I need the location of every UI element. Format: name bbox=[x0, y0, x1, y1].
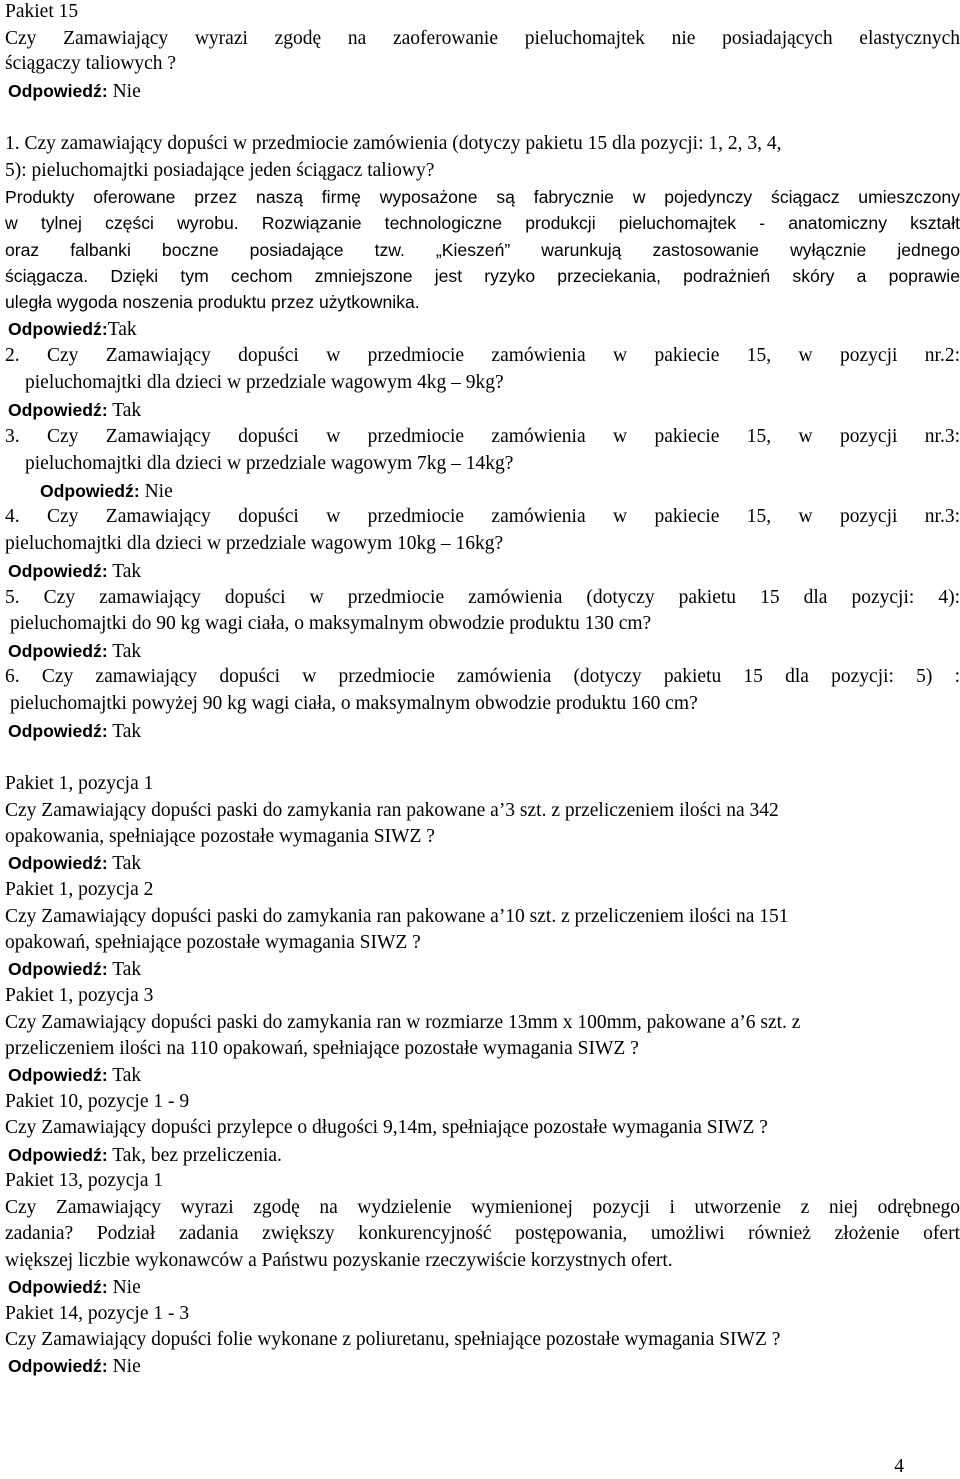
answer-label: Odpowiedź: bbox=[8, 400, 108, 420]
text-line: Pakiet 1, pozycja 2 bbox=[5, 879, 154, 900]
text-line: Produkty oferowane przez naszą firmę wyposażone są fabrycznie w pojedynczy ściągacz umieszczony bbox=[5, 187, 960, 207]
answer-value: Nie bbox=[107, 1356, 141, 1377]
answer-line bbox=[0, 79, 960, 104]
answer-label: Odpowiedź: bbox=[8, 641, 108, 661]
answer-line bbox=[0, 479, 960, 504]
answer-value: Nie bbox=[107, 81, 141, 102]
answer-label: Odpowiedź: bbox=[8, 1145, 108, 1165]
text-line: pieluchomajtki dla dzieci w przedziale wagowym 4kg – 9kg? bbox=[25, 372, 504, 393]
text-line: opakowań, spełniające pozostałe wymagania SIWZ ? bbox=[5, 932, 421, 953]
text-line: Czy Zamawiający wyrazi zgodę na zaoferowanie pieluchomajtek nie posiadających elastycznych bbox=[5, 28, 960, 49]
text-line: Pakiet 13, pozycja 1 bbox=[5, 1170, 164, 1191]
page-number: 4 bbox=[894, 1456, 904, 1477]
text-line: Pakiet 10, pozycje 1 - 9 bbox=[5, 1091, 190, 1112]
answer-value: Tak bbox=[107, 959, 142, 980]
text-line: Pakiet 14, pozycje 1 - 3 bbox=[5, 1303, 190, 1324]
answer-value: Tak bbox=[107, 721, 142, 742]
text-line: 4. Czy Zamawiający dopuści w przedmiocie zamówienia w pakiecie 15, w pozycji nr.3: bbox=[5, 506, 960, 527]
text-line: 6. Czy zamawiający dopuści w przedmiocie zamówienia (dotyczy pakietu 15 dla pozycji: 5) : bbox=[5, 666, 960, 687]
answer-line bbox=[0, 1143, 960, 1168]
answer-value: Tak bbox=[107, 641, 142, 662]
text-line: większej liczbie wykonawców a Państwu pozyskanie rzeczywiście korzystnych ofert. bbox=[5, 1250, 673, 1271]
text-line: pieluchomajtki dla dzieci w przedziale wagowym 7kg – 14kg? bbox=[25, 453, 514, 474]
answer-label: Odpowiedź: bbox=[8, 319, 108, 339]
answer-line bbox=[0, 719, 960, 744]
answer-line bbox=[0, 851, 960, 876]
answer-value: Nie bbox=[107, 1277, 141, 1298]
text-line: Pakiet 1, pozycja 3 bbox=[5, 985, 154, 1006]
answer-value: Nie bbox=[139, 481, 173, 502]
text-line: ściągacza. Dzięki tym cechom zmniejszone jest ryzyko przeciekania, podrażnień skóry a poprawie bbox=[5, 266, 960, 286]
text-line: Czy Zamawiający wyrazi zgodę na wydzielenie wymienionej pozycji i utworzenie z niej odrębnego bbox=[5, 1197, 960, 1218]
answer-value: Tak bbox=[107, 853, 142, 874]
text-line: Czy Zamawiający dopuści paski do zamykania ran pakowane a’3 szt. z przeliczeniem ilości na 342 bbox=[5, 800, 779, 821]
answer-line bbox=[0, 398, 960, 423]
answer-value: Tak bbox=[107, 400, 142, 421]
answer-label: Odpowiedź: bbox=[8, 1356, 108, 1376]
answer-line bbox=[0, 559, 960, 584]
text-line: ściągaczy taliowych ? bbox=[5, 53, 177, 74]
answer-value: Tak bbox=[107, 1065, 142, 1086]
answer-line bbox=[0, 1275, 960, 1300]
answer-label: Odpowiedź: bbox=[8, 721, 108, 741]
text-line: opakowania, spełniające pozostałe wymagania SIWZ ? bbox=[5, 826, 435, 847]
text-line: 2. Czy Zamawiający dopuści w przedmiocie zamówienia w pakiecie 15, w pozycji nr.2: bbox=[5, 345, 960, 366]
answer-line bbox=[0, 1354, 960, 1379]
answer-line bbox=[0, 1063, 960, 1088]
text-line: 1. Czy zamawiający dopuści w przedmiocie zamówienia (dotyczy pakietu 15 dla pozycji: 1, 2, 3, 4, bbox=[5, 133, 782, 154]
text-line: Czy Zamawiający dopuści paski do zamykania ran pakowane a’10 szt. z przeliczeniem ilości na 151 bbox=[5, 906, 789, 927]
answer-label: Odpowiedź: bbox=[8, 853, 108, 873]
text-line: w tylnej części wyrobu. Rozwiązanie technologiczne produkcji pieluchomajtek - anatomiczny kształt bbox=[5, 213, 960, 233]
answer-value: Tak bbox=[107, 319, 137, 340]
text-line: pieluchomajtki do 90 kg wagi ciała, o maksymalnym obwodzie produktu 130 cm? bbox=[10, 613, 652, 634]
answer-label: Odpowiedź: bbox=[8, 959, 108, 979]
text-line: przeliczeniem ilości na 110 opakowań, spełniające pozostałe wymagania SIWZ ? bbox=[5, 1038, 639, 1059]
answer-value: Tak bbox=[107, 561, 142, 582]
text-line: oraz falbanki boczne posiadające tzw. „Kieszeń” warunkują zastosowanie wyłącznie jednego bbox=[5, 240, 960, 260]
text-line: Pakiet 1, pozycja 1 bbox=[5, 773, 154, 794]
text-line: Pakiet 15 bbox=[5, 1, 79, 22]
answer-value: Tak, bez przeliczenia. bbox=[107, 1145, 282, 1166]
answer-label: Odpowiedź: bbox=[40, 481, 140, 501]
text-line: 5. Czy zamawiający dopuści w przedmiocie zamówienia (dotyczy pakietu 15 dla pozycji: 4): bbox=[5, 587, 960, 608]
text-line: zadania? Podział zadania zwiększy konkurencyjność postępowania, umożliwi również złożenie ofert bbox=[5, 1223, 960, 1244]
text-line: pieluchomajtki powyżej 90 kg wagi ciała, o maksymalnym obwodzie produktu 160 cm? bbox=[10, 693, 698, 714]
answer-line bbox=[0, 957, 960, 982]
answer-label: Odpowiedź: bbox=[8, 561, 108, 581]
answer-line bbox=[0, 639, 960, 664]
text-line: Czy Zamawiający dopuści paski do zamykania ran w rozmiarze 13mm x 100mm, pakowane a’6 szt. z bbox=[5, 1012, 801, 1033]
text-line: pieluchomajtki dla dzieci w przedziale wagowym 10kg – 16kg? bbox=[5, 533, 504, 554]
text-line: Czy Zamawiający dopuści przylepce o długości 9,14m, spełniające pozostałe wymagania SIWZ ? bbox=[5, 1117, 768, 1138]
answer-label: Odpowiedź: bbox=[8, 1065, 108, 1085]
text-line: uległa wygoda noszenia produktu przez użytkownika. bbox=[5, 292, 420, 312]
text-line: Czy Zamawiający dopuści folie wykonane z poliuretanu, spełniające pozostałe wymagania SIWZ ? bbox=[5, 1329, 781, 1350]
text-line: 5): pieluchomajtki posiadające jeden ściągacz taliowy? bbox=[5, 160, 435, 181]
answer-label: Odpowiedź: bbox=[8, 81, 108, 101]
answer-line bbox=[0, 317, 960, 342]
text-line: 3. Czy Zamawiający dopuści w przedmiocie zamówienia w pakiecie 15, w pozycji nr.3: bbox=[5, 426, 960, 447]
answer-label: Odpowiedź: bbox=[8, 1277, 108, 1297]
